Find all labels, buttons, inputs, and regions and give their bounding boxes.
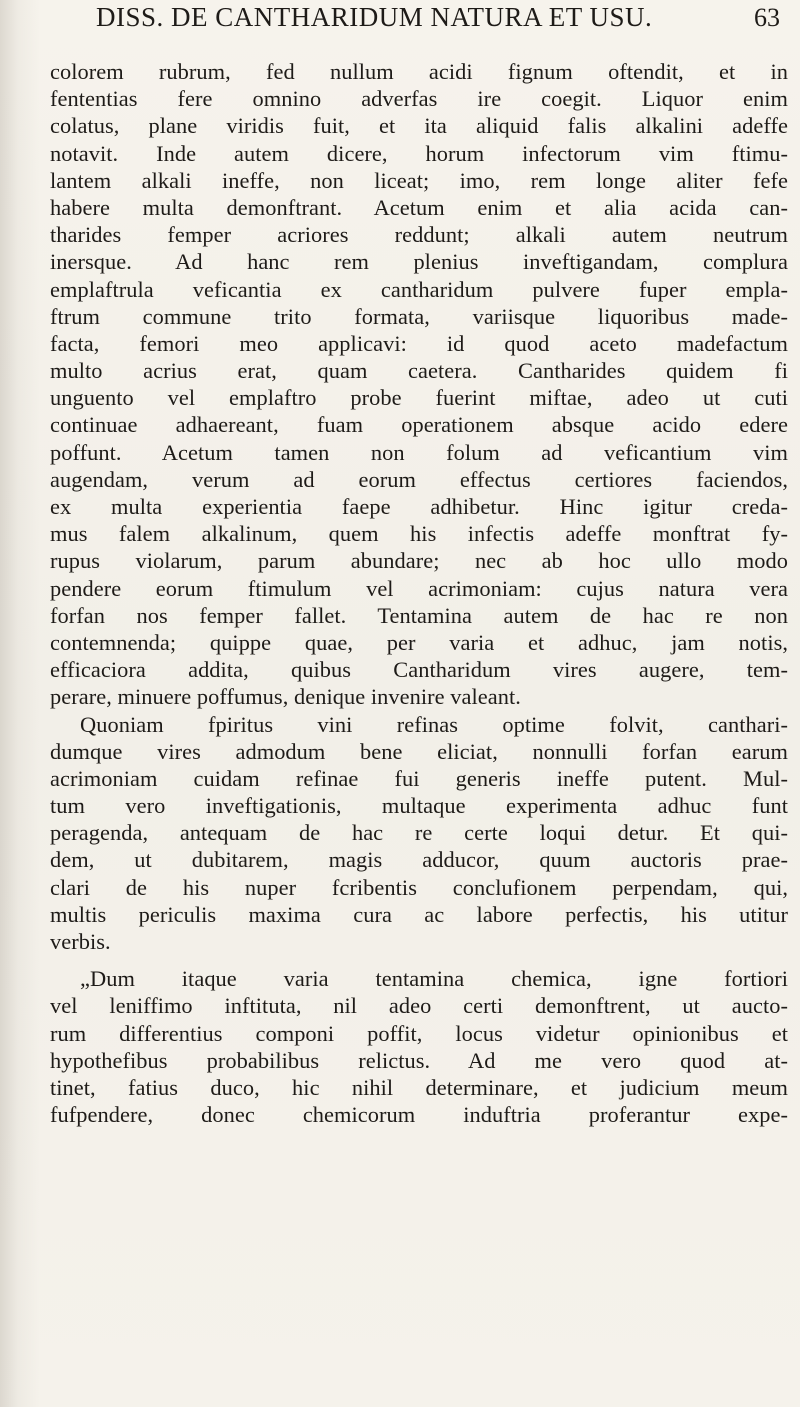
paragraph <box>50 711 788 956</box>
text-line: vel leniffimo inftituta, nil adeo certi demonftrent, ut aucto- <box>50 993 788 1019</box>
text-line: perare, minuere poffumus, denique invenire valeant. <box>50 684 521 710</box>
text-line: multis periculis maxima cura ac labore perfectis, his utitur <box>50 901 788 927</box>
text-line: contemnenda; quippe quae, per varia et adhuc, jam notis, <box>50 629 788 655</box>
text-line: emplaftrula veficantia ex cantharidum pulvere fuper empla- <box>50 276 788 302</box>
paragraph-gap <box>50 955 788 965</box>
body-text <box>50 58 788 1128</box>
text-line: augendam, verum ad eorum effectus certiores faciendos, <box>50 466 788 492</box>
gutter-shadow <box>0 0 40 1407</box>
text-line: rum differentius componi poffit, locus videtur opinionibus et <box>50 1020 788 1046</box>
text-line: lantem alkali ineffe, non liceat; imo, rem longe aliter fefe <box>50 167 788 193</box>
quotation-paragraph <box>50 965 788 1128</box>
text-line: fententias fere omnino adverfas ire coegit. Liquor enim <box>50 86 788 112</box>
running-title: DISS. DE CANTHARIDUM NATURA ET USU. <box>96 2 653 32</box>
text-line: Quoniam fpiritus vini refinas optime folvit, canthari- <box>80 711 788 737</box>
text-line: inersque. Ad hanc rem plenius inveftigandam, complura <box>50 249 788 275</box>
text-line: ex multa experientia faepe adhibetur. Hinc igitur creda- <box>50 494 788 519</box>
text-line: ftrum commune trito formata, variisque liquoribus made- <box>50 303 788 329</box>
text-line: efficaciora addita, quibus Cantharidum vires augere, tem- <box>50 657 788 683</box>
text-line: „Dum itaque varia tentamina chemica, igne fortiori <box>80 966 788 992</box>
text-line: facta, femori meo applicavi: id quod aceto madefactum <box>50 330 788 356</box>
text-line: habere multa demonftrant. Acetum enim et alia acida can- <box>50 194 788 220</box>
running-head <box>96 2 786 42</box>
text-line: tharides femper acriores reddunt; alkali autem neutrum <box>50 222 788 248</box>
text-line: poffunt. Acetum tamen non folum ad veficantium vim <box>50 439 788 465</box>
text-line: notavit. Inde autem dicere, horum infectorum vim ftimu- <box>50 140 788 166</box>
text-line: forfan nos femper fallet. Tentamina autem de hac re non <box>50 602 788 628</box>
text-line: mus falem alkalinum, quem his infectis adeffe monftrat fy- <box>50 521 788 547</box>
text-line: acrimoniam cuidam refinae fui generis ineffe putent. Mul- <box>50 765 788 791</box>
text-line: dumque vires admodum bene eliciat, nonnulli forfan earum <box>50 738 788 764</box>
text-line: continuae adhaereant, fuam operationem absque acido edere <box>50 412 788 438</box>
text-line: dem, ut dubitarem, magis adducor, quum auctoris prae- <box>50 847 788 873</box>
text-line: colatus, plane viridis fuit, et ita aliquid falis alkalini adeffe <box>50 113 788 139</box>
text-line: tum vero inveftigationis, multaque experimenta adhuc funt <box>50 793 788 819</box>
text-line: multo acrius erat, quam caetera. Cantharides quidem fi <box>50 358 788 384</box>
text-line: hypothefibus probabilibus relictus. Ad me vero quod at- <box>50 1047 788 1073</box>
text-line: peragenda, antequam de hac re certe loqui detur. Et qui- <box>50 820 788 846</box>
text-line: unguento vel emplaftro probe fuerint miftae, adeo ut cuti <box>50 385 788 411</box>
paragraph <box>50 58 788 711</box>
text-line: colorem rubrum, fed nullum acidi fignum oftendit, et in <box>50 59 788 84</box>
text-line: tinet, fatius duco, hic nihil determinare, et judicium meum <box>50 1074 788 1100</box>
text-line: verbis. <box>50 929 111 954</box>
text-line: rupus violarum, parum abundare; nec ab hoc ullo modo <box>50 548 788 574</box>
text-line: clari de his nuper fcribentis conclufionem perpendam, qui, <box>50 874 788 900</box>
page-number: 63 <box>754 3 780 32</box>
text-line: pendere eorum ftimulum vel acrimoniam: cujus natura vera <box>50 575 788 601</box>
text-line: fufpendere, donec chemicorum induftria proferantur expe- <box>50 1102 788 1128</box>
